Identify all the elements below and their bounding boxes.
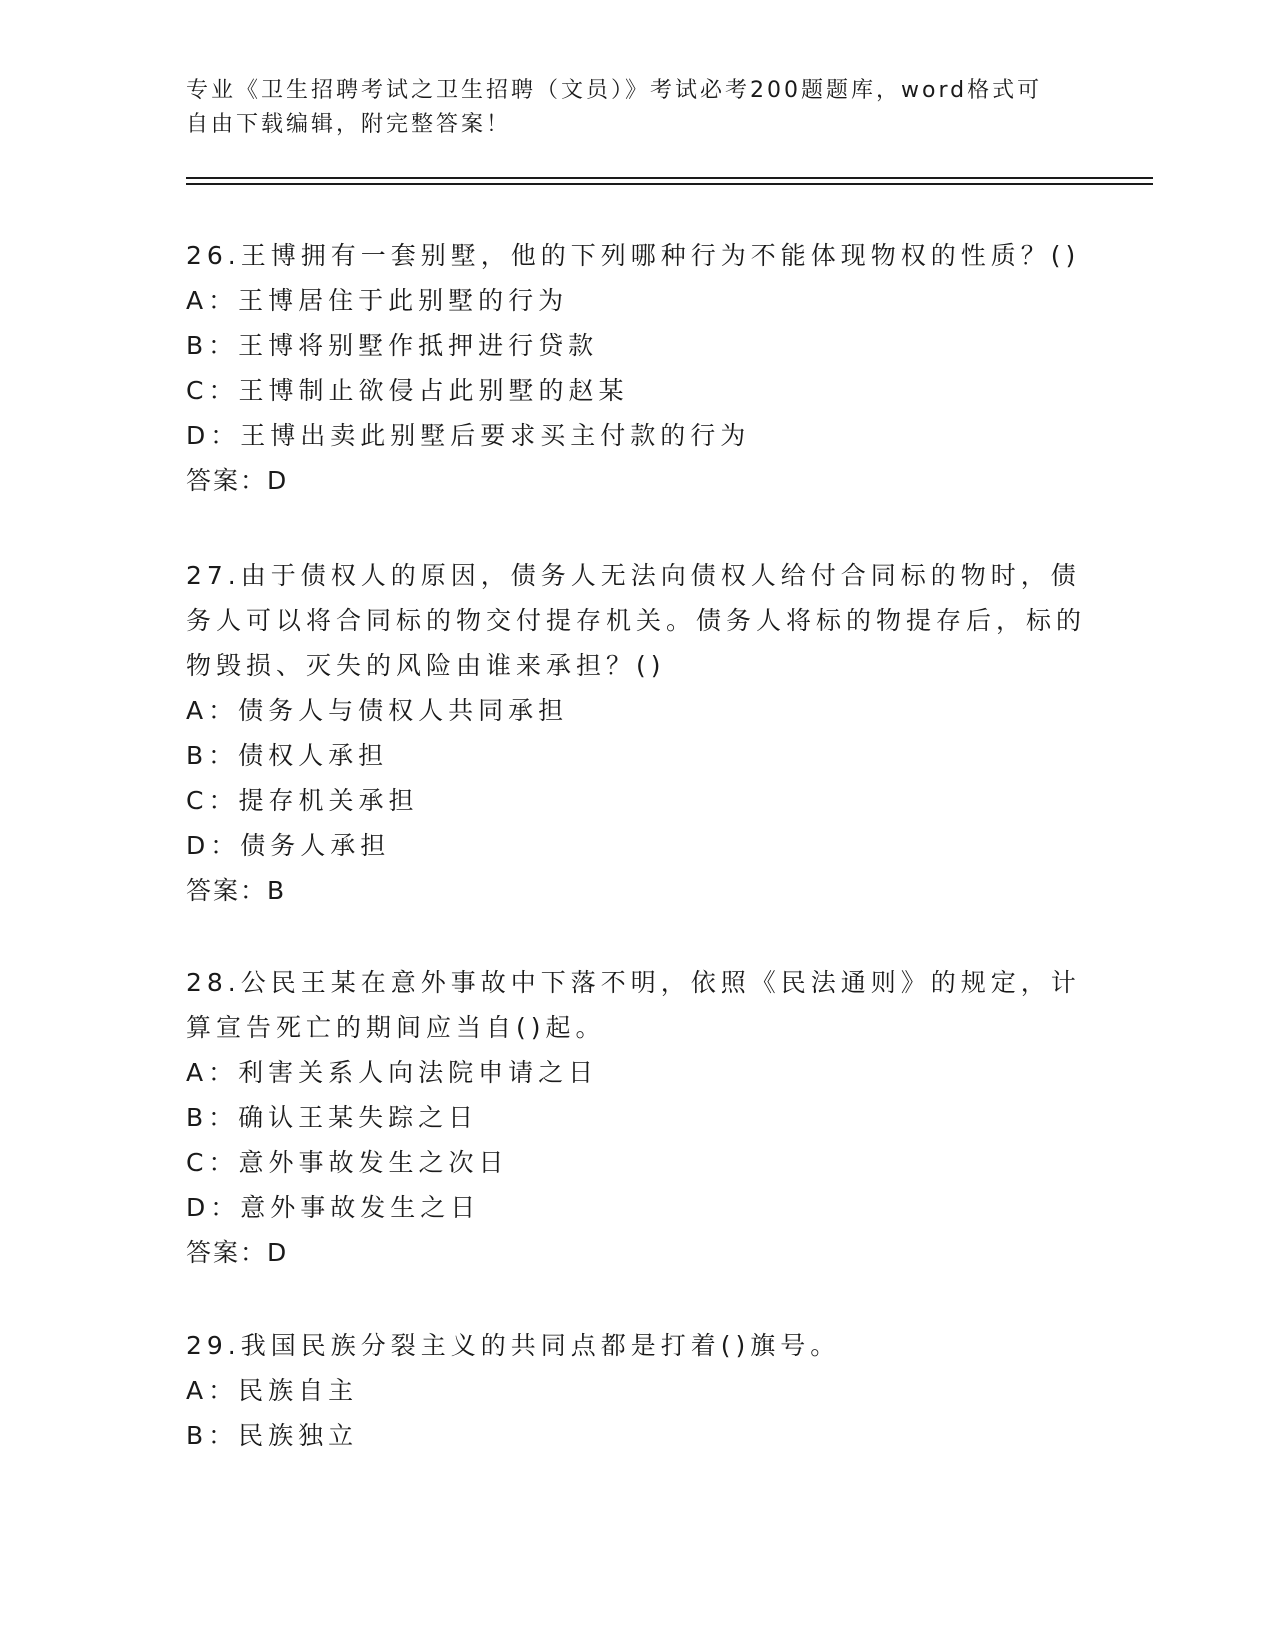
option-c: C：意外事故发生之次日 <box>186 1148 509 1177</box>
option-b: B：确认王某失踪之日 <box>186 1103 479 1132</box>
question-28 <box>186 960 1086 1275</box>
option-a: A：王博居住于此别墅的行为 <box>186 286 569 315</box>
header-divider-top <box>186 177 1153 179</box>
answer-line: 答案：D <box>186 1238 289 1267</box>
option-c: C：提存机关承担 <box>186 786 419 815</box>
question-26 <box>186 233 1086 503</box>
option-b: B：债权人承担 <box>186 741 389 770</box>
option-d: D：债务人承担 <box>186 831 391 860</box>
option-a: A：民族自主 <box>186 1376 359 1405</box>
answer-line: 答案：D <box>186 466 289 495</box>
document-header-text: 专业《卫生招聘考试之卫生招聘（文员）》考试必考200题题库，word格式可自由下载编辑，附完整答案！ <box>186 78 1043 137</box>
option-a: A：债务人与债权人共同承担 <box>186 696 569 725</box>
question-29 <box>186 1323 1086 1458</box>
option-c: C：王博制止欲侵占此别墅的赵某 <box>186 376 629 405</box>
option-b: B：王博将别墅作抵押进行贷款 <box>186 331 599 360</box>
question-stem: 27.由于债权人的原因，债务人无法向债权人给付合同标的物时，债务人可以将合同标的物交付提存机关。债务人将标的物提存后，标的物毁损、灭失的风险由谁来承担？() <box>186 561 1087 680</box>
option-b: B：民族独立 <box>186 1421 359 1450</box>
option-d: D：意外事故发生之日 <box>186 1193 481 1222</box>
question-stem: 29.我国民族分裂主义的共同点都是打着()旗号。 <box>186 1331 841 1360</box>
question-stem: 28.公民王某在意外事故中下落不明，依照《民法通则》的规定，计算宣告死亡的期间应当自()起。 <box>186 968 1081 1042</box>
option-a: A：利害关系人向法院申请之日 <box>186 1058 599 1087</box>
question-27 <box>186 553 1086 913</box>
option-d: D：王博出卖此别墅后要求买主付款的行为 <box>186 421 751 450</box>
question-stem: 26.王博拥有一套别墅，他的下列哪种行为不能体现物权的性质？() <box>186 241 1081 270</box>
header-divider-bottom <box>186 183 1153 185</box>
answer-line: 答案：B <box>186 876 287 905</box>
